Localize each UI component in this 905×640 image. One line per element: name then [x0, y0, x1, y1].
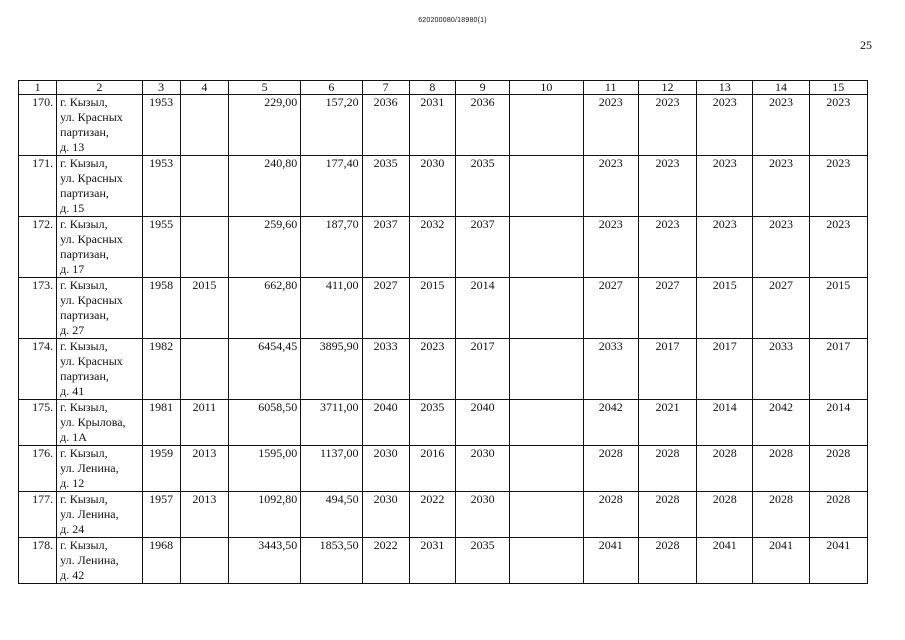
cell-col-10	[510, 446, 583, 492]
table-row	[19, 339, 868, 400]
cell-col-15: 2014	[809, 400, 867, 446]
address-cell	[57, 95, 142, 156]
cell-col-6: 187,70	[301, 217, 362, 278]
cell-col-14: 2027	[753, 278, 809, 339]
address-cell	[57, 492, 142, 538]
address-line: д. 42	[60, 568, 85, 582]
cell-col-3: 1955	[142, 217, 180, 278]
address-cell	[57, 400, 142, 446]
cell-col-5: 6058,50	[228, 400, 300, 446]
cell-col-12: 2028	[638, 492, 696, 538]
cell-col-14: 2028	[753, 446, 809, 492]
cell-col-5: 662,80	[228, 278, 300, 339]
address-line: партизан,	[60, 247, 109, 261]
address-line: г. Кызыл,	[60, 339, 108, 353]
cell-col-3: 1957	[142, 492, 180, 538]
address-line: ул. Крылова,	[60, 415, 126, 429]
cell-col-12: 2028	[638, 446, 696, 492]
cell-col-15: 2023	[809, 156, 867, 217]
cell-col-11: 2042	[583, 400, 638, 446]
cell-col-13: 2028	[697, 446, 753, 492]
cell-col-9: 2040	[455, 400, 509, 446]
cell-col-4	[180, 156, 228, 217]
address-line: д. 12	[60, 476, 85, 490]
table-row	[19, 538, 868, 584]
table-row	[19, 446, 868, 492]
address-line: г. Кызыл,	[60, 278, 108, 292]
address-line: д. 15	[60, 201, 85, 215]
document-id: 620200080/18980(1)	[418, 17, 487, 24]
cell-col-11: 2028	[583, 492, 638, 538]
cell-col-13: 2041	[697, 538, 753, 584]
address-line: партизан,	[60, 308, 109, 322]
cell-col-3: 1968	[142, 538, 180, 584]
cell-col-7: 2035	[362, 156, 409, 217]
cell-col-13: 2023	[697, 156, 753, 217]
cell-col-4: 2013	[180, 492, 228, 538]
table-row	[19, 400, 868, 446]
cell-col-3: 1958	[142, 278, 180, 339]
address-line: г. Кызыл,	[60, 446, 108, 460]
cell-col-13: 2028	[697, 492, 753, 538]
cell-col-5: 259,60	[228, 217, 300, 278]
cell-col-15: 2028	[809, 446, 867, 492]
row-number-cell: 178.	[19, 538, 57, 584]
address-cell	[57, 446, 142, 492]
address-line: ул. Красных	[60, 232, 123, 246]
table-row	[19, 217, 868, 278]
cell-col-7: 2030	[362, 446, 409, 492]
column-header: 12	[638, 81, 696, 95]
cell-col-5: 1595,00	[228, 446, 300, 492]
cell-col-9: 2036	[455, 95, 509, 156]
cell-col-8: 2032	[409, 217, 455, 278]
cell-col-7: 2036	[362, 95, 409, 156]
address-cell	[57, 217, 142, 278]
cell-col-6: 3895,90	[301, 339, 362, 400]
cell-col-12: 2028	[638, 538, 696, 584]
cell-col-10	[510, 339, 583, 400]
address-line: г. Кызыл,	[60, 156, 108, 170]
cell-col-6: 157,20	[301, 95, 362, 156]
cell-col-11: 2023	[583, 217, 638, 278]
cell-col-5: 1092,80	[228, 492, 300, 538]
cell-col-6: 3711,00	[301, 400, 362, 446]
cell-col-3: 1982	[142, 339, 180, 400]
cell-col-13: 2017	[697, 339, 753, 400]
cell-col-11: 2041	[583, 538, 638, 584]
column-header: 5	[228, 81, 300, 95]
column-header: 14	[753, 81, 809, 95]
table-row	[19, 492, 868, 538]
cell-col-14: 2023	[753, 156, 809, 217]
cell-col-8: 2023	[409, 339, 455, 400]
address-line: г. Кызыл,	[60, 538, 108, 552]
cell-col-8: 2016	[409, 446, 455, 492]
cell-col-12: 2023	[638, 95, 696, 156]
cell-col-7: 2040	[362, 400, 409, 446]
cell-col-12: 2027	[638, 278, 696, 339]
address-line: д. 24	[60, 522, 85, 536]
cell-col-15: 2015	[809, 278, 867, 339]
cell-col-11: 2028	[583, 446, 638, 492]
row-number-cell: 172.	[19, 217, 57, 278]
cell-col-14: 2023	[753, 217, 809, 278]
column-header: 9	[455, 81, 509, 95]
cell-col-6: 411,00	[301, 278, 362, 339]
table-row	[19, 156, 868, 217]
address-line: ул. Красных	[60, 171, 123, 185]
cell-col-4	[180, 339, 228, 400]
column-header: 15	[809, 81, 867, 95]
cell-col-4: 2013	[180, 446, 228, 492]
cell-col-9: 2035	[455, 538, 509, 584]
column-header: 6	[301, 81, 362, 95]
address-line: д. 1А	[60, 430, 87, 444]
cell-col-10	[510, 400, 583, 446]
address-line: д. 41	[60, 384, 85, 398]
column-number-row	[19, 81, 868, 95]
cell-col-3: 1953	[142, 156, 180, 217]
cell-col-10	[510, 95, 583, 156]
address-line: партизан,	[60, 186, 109, 200]
table-body	[19, 95, 868, 584]
cell-col-7: 2022	[362, 538, 409, 584]
table-row	[19, 278, 868, 339]
cell-col-14: 2023	[753, 95, 809, 156]
cell-col-8: 2031	[409, 95, 455, 156]
cell-col-9: 2017	[455, 339, 509, 400]
column-header: 3	[142, 81, 180, 95]
cell-col-5: 6454,45	[228, 339, 300, 400]
cell-col-11: 2027	[583, 278, 638, 339]
page-number: 25	[860, 38, 872, 52]
cell-col-6: 1137,00	[301, 446, 362, 492]
cell-col-13: 2014	[697, 400, 753, 446]
cell-col-11: 2023	[583, 156, 638, 217]
cell-col-3: 1981	[142, 400, 180, 446]
address-line: д. 17	[60, 262, 85, 276]
column-header: 1	[19, 81, 57, 95]
cell-col-7: 2033	[362, 339, 409, 400]
row-number-cell: 170.	[19, 95, 57, 156]
address-cell	[57, 339, 142, 400]
row-number-cell: 173.	[19, 278, 57, 339]
cell-col-12: 2023	[638, 217, 696, 278]
cell-col-10	[510, 217, 583, 278]
address-line: г. Кызыл,	[60, 95, 108, 109]
address-line: ул. Ленина,	[60, 553, 119, 567]
cell-col-14: 2041	[753, 538, 809, 584]
cell-col-15: 2023	[809, 95, 867, 156]
address-line: ул. Красных	[60, 354, 123, 368]
cell-col-6: 177,40	[301, 156, 362, 217]
cell-col-14: 2042	[753, 400, 809, 446]
cell-col-15: 2028	[809, 492, 867, 538]
row-number-cell: 175.	[19, 400, 57, 446]
cell-col-5: 3443,50	[228, 538, 300, 584]
address-line: партизан,	[60, 369, 109, 383]
cell-col-3: 1959	[142, 446, 180, 492]
row-number-cell: 177.	[19, 492, 57, 538]
cell-col-13: 2023	[697, 217, 753, 278]
cell-col-13: 2015	[697, 278, 753, 339]
cell-col-4	[180, 95, 228, 156]
column-header: 10	[510, 81, 583, 95]
cell-col-7: 2030	[362, 492, 409, 538]
cell-col-9: 2035	[455, 156, 509, 217]
cell-col-3: 1953	[142, 95, 180, 156]
cell-col-15: 2017	[809, 339, 867, 400]
cell-col-7: 2027	[362, 278, 409, 339]
address-cell	[57, 156, 142, 217]
row-number-cell: 176.	[19, 446, 57, 492]
row-number-cell: 171.	[19, 156, 57, 217]
cell-col-6: 1853,50	[301, 538, 362, 584]
cell-col-11: 2023	[583, 95, 638, 156]
column-header: 2	[57, 81, 142, 95]
column-header: 4	[180, 81, 228, 95]
cell-col-13: 2023	[697, 95, 753, 156]
cell-col-4	[180, 217, 228, 278]
cell-col-5: 229,00	[228, 95, 300, 156]
address-cell	[57, 278, 142, 339]
cell-col-8: 2022	[409, 492, 455, 538]
cell-col-10	[510, 156, 583, 217]
cell-col-6: 494,50	[301, 492, 362, 538]
housing-registry-table	[18, 80, 868, 584]
cell-col-12: 2017	[638, 339, 696, 400]
address-line: ул. Красных	[60, 110, 123, 124]
address-line: ул. Ленина,	[60, 461, 119, 475]
cell-col-15: 2041	[809, 538, 867, 584]
cell-col-15: 2023	[809, 217, 867, 278]
cell-col-8: 2015	[409, 278, 455, 339]
cell-col-9: 2030	[455, 492, 509, 538]
cell-col-10	[510, 538, 583, 584]
cell-col-7: 2037	[362, 217, 409, 278]
column-header: 11	[583, 81, 638, 95]
address-line: д. 13	[60, 140, 85, 154]
cell-col-9: 2030	[455, 446, 509, 492]
cell-col-12: 2021	[638, 400, 696, 446]
cell-col-14: 2028	[753, 492, 809, 538]
cell-col-10	[510, 278, 583, 339]
cell-col-10	[510, 492, 583, 538]
address-line: партизан,	[60, 125, 109, 139]
cell-col-4	[180, 538, 228, 584]
table-row	[19, 95, 868, 156]
address-cell	[57, 538, 142, 584]
cell-col-11: 2033	[583, 339, 638, 400]
row-number-cell: 174.	[19, 339, 57, 400]
cell-col-5: 240,80	[228, 156, 300, 217]
address-line: г. Кызыл,	[60, 492, 108, 506]
cell-col-4: 2011	[180, 400, 228, 446]
cell-col-8: 2031	[409, 538, 455, 584]
address-line: г. Кызыл,	[60, 400, 108, 414]
address-line: ул. Ленина,	[60, 507, 119, 521]
column-header: 8	[409, 81, 455, 95]
cell-col-14: 2033	[753, 339, 809, 400]
cell-col-12: 2023	[638, 156, 696, 217]
cell-col-8: 2035	[409, 400, 455, 446]
cell-col-9: 2014	[455, 278, 509, 339]
address-line: ул. Красных	[60, 293, 123, 307]
cell-col-9: 2037	[455, 217, 509, 278]
cell-col-8: 2030	[409, 156, 455, 217]
address-line: г. Кызыл,	[60, 217, 108, 231]
column-header: 7	[362, 81, 409, 95]
column-header: 13	[697, 81, 753, 95]
cell-col-4: 2015	[180, 278, 228, 339]
address-line: д. 27	[60, 323, 85, 337]
